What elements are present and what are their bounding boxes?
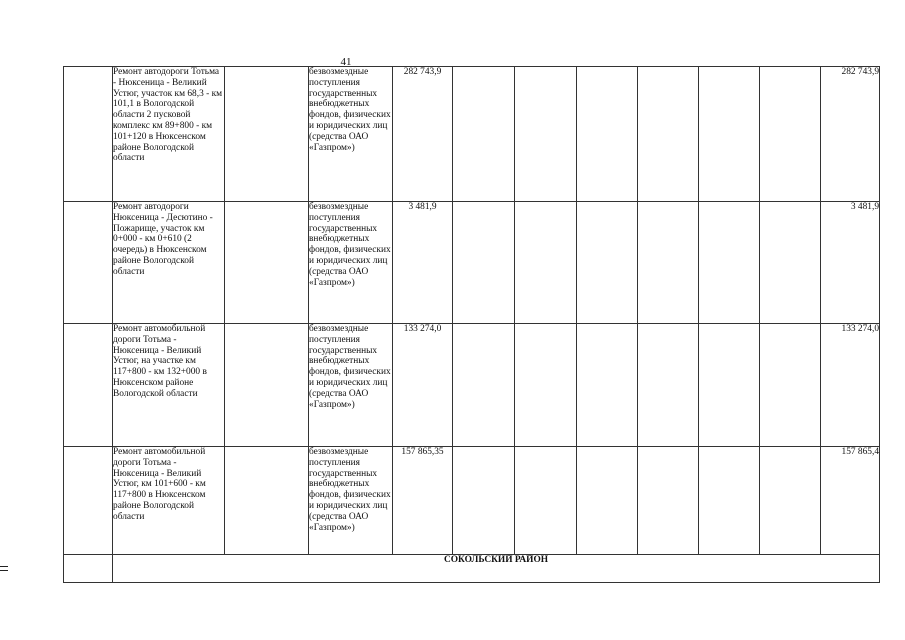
empty-cell <box>453 447 515 555</box>
amount-cell: 133 274,0 <box>393 324 453 447</box>
empty-cell <box>225 202 309 324</box>
row-description: Ремонт автодороги Нюксеница - Десютино - Пожарище, участок км 0+000 - км 0+610 (2 очередь) в Нюксенском районе Вологодской области <box>113 202 225 324</box>
empty-cell <box>577 67 638 202</box>
empty-cell <box>699 324 760 447</box>
row-index-cell <box>64 324 113 447</box>
amount-cell: 157 865,35 <box>393 447 453 555</box>
total-cell: 157 865,4 <box>821 447 880 555</box>
table-row <box>64 67 880 202</box>
empty-cell <box>515 67 577 202</box>
empty-cell <box>225 324 309 447</box>
region-heading-row <box>64 555 880 583</box>
empty-cell <box>760 447 821 555</box>
page-number: 41 <box>340 56 352 68</box>
table-row <box>64 447 880 555</box>
empty-cell <box>577 447 638 555</box>
empty-cell <box>577 202 638 324</box>
funding-source: безвозмездные поступления государственных внебюджетных фондов, физических и юридических лиц (средства ОАО «Газпром») <box>309 447 393 555</box>
budget-table <box>63 66 880 583</box>
empty-cell <box>699 67 760 202</box>
empty-cell <box>638 447 699 555</box>
row-index-cell <box>64 447 113 555</box>
row-description: Ремонт автомобильной дороги Тотьма - Нюксеница - Великий Устюг, км 101+600 - км 117+800 в Нюксенском районе Вологодской области <box>113 447 225 555</box>
empty-cell <box>638 67 699 202</box>
total-cell: 282 743,9 <box>821 67 880 202</box>
funding-source: безвозмездные поступления государственных внебюджетных фондов, физических и юридических лиц (средства ОАО «Газпром») <box>309 324 393 447</box>
empty-cell <box>225 447 309 555</box>
empty-cell <box>577 324 638 447</box>
funding-source: безвозмездные поступления государственных внебюджетных фондов, физических и юридических лиц (средства ОАО «Газпром») <box>309 202 393 324</box>
row-description: Ремонт автодороги Тотьма - Нюксеница - Великий Устюг, участок км 68,3 - км 101,1 в Вологодской области 2 пусковой комплекс км 89+800 - км 101+120 в Нюксенском районе Вологодской области <box>113 67 225 202</box>
row-index-cell <box>64 555 113 583</box>
row-index-cell <box>64 202 113 324</box>
funding-source: безвозмездные поступления государственных внебюджетных фондов, физических и юридических лиц (средства ОАО «Газпром») <box>309 67 393 202</box>
empty-cell <box>760 67 821 202</box>
row-index-cell <box>64 67 113 202</box>
empty-cell <box>515 447 577 555</box>
table-row <box>64 202 880 324</box>
empty-cell <box>638 202 699 324</box>
region-heading: СОКОЛЬСКИЙ РАЙОН <box>113 555 880 583</box>
empty-cell <box>699 202 760 324</box>
empty-cell <box>699 447 760 555</box>
table-row <box>64 324 880 447</box>
amount-cell: 3 481,9 <box>393 202 453 324</box>
empty-cell <box>515 202 577 324</box>
empty-cell <box>760 202 821 324</box>
empty-cell <box>453 67 515 202</box>
empty-cell <box>453 324 515 447</box>
row-description: Ремонт автомобильной дороги Тотьма - Нюксеница - Великий Устюг, на участке км 117+800 - км 132+000 в Нюксенском районе Вологодской области <box>113 324 225 447</box>
empty-cell <box>453 202 515 324</box>
amount-cell: 282 743,9 <box>393 67 453 202</box>
empty-cell <box>638 324 699 447</box>
empty-cell <box>760 324 821 447</box>
empty-cell <box>515 324 577 447</box>
total-cell: 133 274,0 <box>821 324 880 447</box>
margin-mark <box>0 566 8 571</box>
total-cell: 3 481,9 <box>821 202 880 324</box>
empty-cell <box>225 67 309 202</box>
